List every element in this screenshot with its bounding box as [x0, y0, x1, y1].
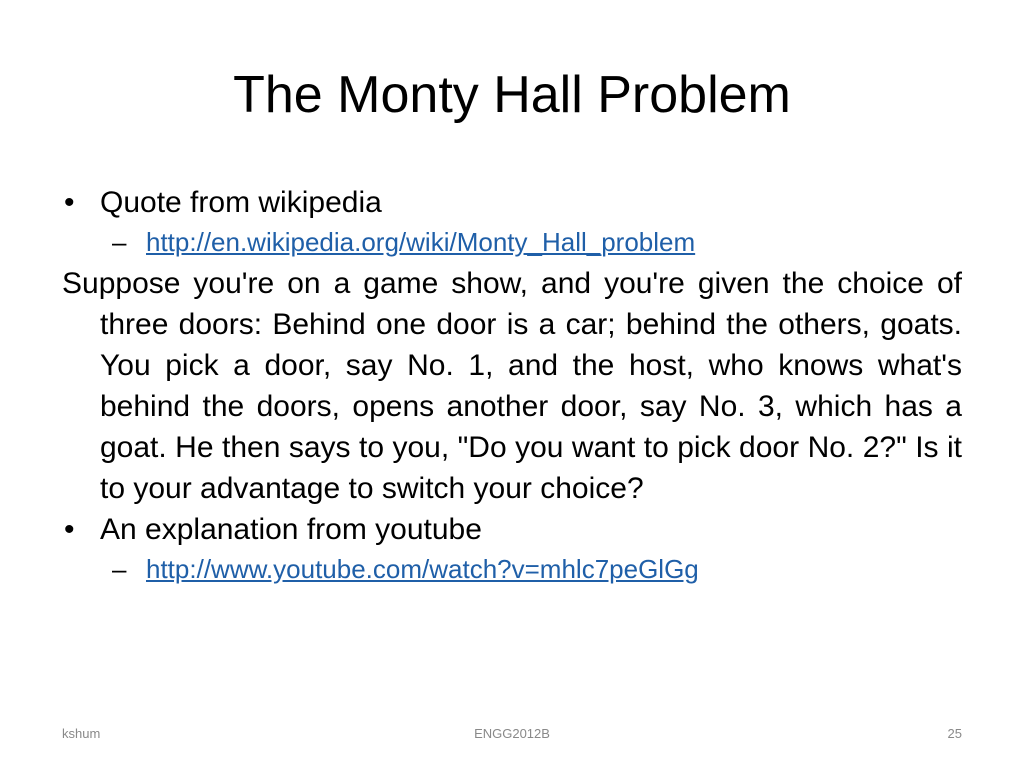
footer-author: kshum [62, 726, 101, 741]
monty-hall-quote: Suppose you're on a game show, and you're given the choice of three doors: Behind one door is a car; behind the others, goats. You pick a door, say No. 1, and the host, who knows what's behind the doors, opens another door, say No. 3, which has a goat. He then says to you, "Do you want to pick door No. 2?" Is it to your advantage to switch your choice? [62, 267, 962, 505]
bullet-text: Quote from wikipedia [100, 186, 382, 219]
sub-bullet-wikipedia-link [62, 223, 962, 261]
sub-bullet-marker: – [112, 554, 127, 584]
sub-bullet-youtube-link [62, 550, 962, 588]
bullet-marker: • [64, 513, 75, 546]
wikipedia-link[interactable]: http://en.wikipedia.org/wiki/Monty_Hall_problem [146, 227, 696, 257]
bullet-marker: • [64, 186, 75, 219]
bullet-wikipedia [62, 182, 962, 223]
footer-course: ENGG2012B [474, 726, 550, 741]
slide-body [62, 182, 962, 590]
footer-page-number: 25 [947, 726, 962, 741]
bullet-youtube [62, 509, 962, 550]
bullet-text: An explanation from youtube [100, 513, 482, 546]
youtube-link[interactable]: http://www.youtube.com/watch?v=mhlc7peGlGg [146, 554, 699, 584]
sub-bullet-marker: – [112, 227, 127, 257]
slide-title: The Monty Hall Problem [233, 66, 791, 124]
